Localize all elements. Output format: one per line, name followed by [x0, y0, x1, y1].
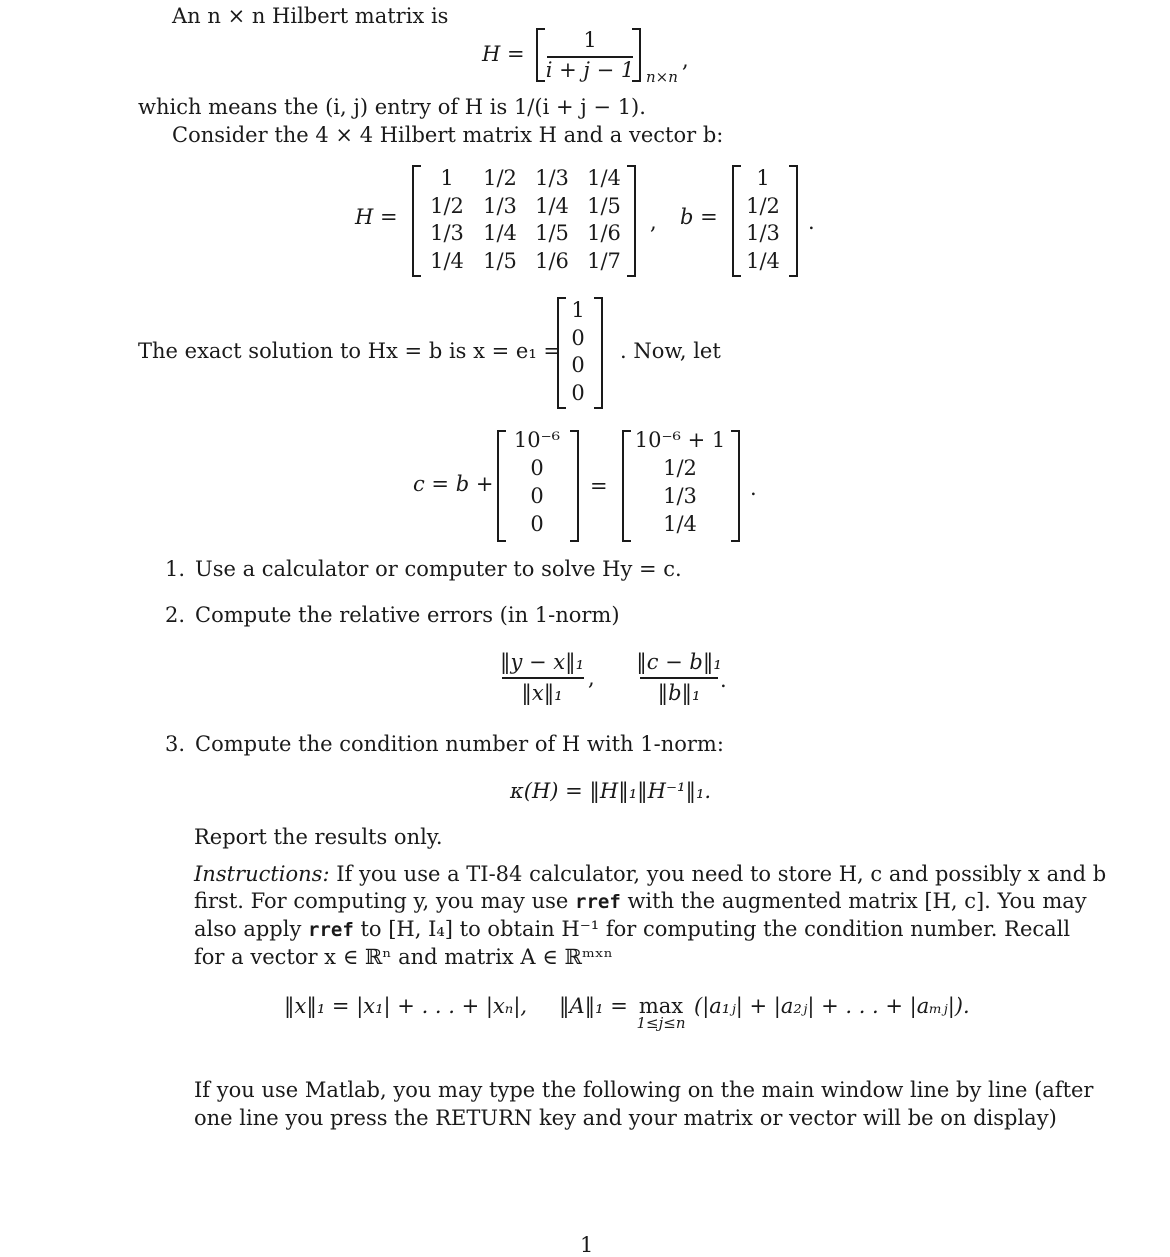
condition-number-formula: κ(H) = ‖H‖₁‖H⁻¹‖₁.: [510, 779, 712, 803]
hilbert-def-denominator: i + j − 1: [545, 58, 635, 82]
rref-code-2: rref: [308, 919, 354, 941]
instructions-line-1: [194, 864, 1106, 885]
hilbert-def-lhs: H =: [482, 42, 525, 66]
instructions-line-3b: to [H, I₄] to obtain H⁻¹ for computing the condition number. Recall: [360, 917, 1071, 941]
h-matrix-cell: 1/3: [535, 166, 569, 190]
error-frac-2-denominator: ‖b‖₁: [657, 681, 701, 705]
matlab-line-2: one line you press the RETURN key and your matrix or vector will be on display): [194, 1106, 1057, 1130]
matrix-norm-rhs: (|a₁ⱼ| + |a₂ⱼ| + . . . + |aₘⱼ|).: [694, 994, 970, 1018]
c-result-right-bracket: [731, 430, 740, 542]
exact-after-text: . Now, let: [620, 339, 721, 363]
h-matrix-cell: 1/6: [587, 221, 621, 245]
instructions-line-3: [194, 919, 1070, 940]
h-matrix-cell: 1/4: [535, 193, 569, 218]
h-matrix-right-bracket: [627, 165, 636, 277]
instructions-line-2: [194, 891, 1087, 912]
hilbert-def-right-bracket: [632, 28, 641, 82]
e1-vector-cell: 1: [571, 298, 585, 322]
instructions-line-3a: also apply: [194, 917, 302, 941]
h-matrix-cell: 1/4: [587, 166, 621, 190]
matrix-norm-max-subscript: 1≤j≤n: [636, 1014, 686, 1032]
task-1-text: Use a calculator or computer to solve Hy = c.: [195, 557, 682, 581]
report-line: Report the results only.: [194, 825, 443, 849]
h-matrix-cell: 1/5: [587, 193, 621, 218]
perturb-vector-cell: 0: [530, 456, 544, 480]
b-vector-period: .: [808, 210, 815, 234]
b-vector-cell: 1/4: [746, 248, 780, 273]
h-matrix-left-bracket: [412, 165, 421, 277]
h-matrix-cell: 1/3: [483, 193, 517, 218]
task-3-number: 3.: [165, 732, 186, 756]
intro-line-2: which means the (i, j) entry of H is 1/(i + j − 1).: [138, 95, 646, 119]
h-matrix-cell: 1/5: [535, 221, 569, 245]
perturb-vector-cell: 10⁻⁶: [513, 428, 561, 452]
b-vector-right-bracket: [789, 165, 798, 277]
h-matrix-label: H =: [355, 205, 398, 229]
c-def-lhs: c = b +: [413, 472, 494, 496]
task-3-text: Compute the condition number of H with 1-norm:: [195, 732, 724, 756]
instructions-line-2b: with the augmented matrix [H, c]. You may: [627, 889, 1087, 913]
task-2-number: 2.: [165, 603, 186, 627]
task-2-text: Compute the relative errors (in 1-norm): [195, 603, 620, 627]
h-matrix-cell: 1/3: [430, 221, 464, 245]
instructions-line-2a: first. For computing y, you may use: [194, 889, 569, 913]
matrix-norm-lhs: ‖A‖₁ =: [559, 994, 628, 1018]
h-matrix-cell: 1: [440, 166, 454, 190]
h-matrix-cell: 1/6: [535, 248, 569, 273]
error-frac-comma: ,: [588, 666, 595, 690]
page-number: 1: [580, 1233, 594, 1257]
instructions-line-1-text: If you use a TI-84 calculator, you need to store H, c and possibly x and b: [336, 862, 1107, 886]
c-result-vector-cell: 1/2: [663, 456, 697, 480]
h-matrix-cell: 1/4: [430, 248, 464, 273]
vector-norm-formula: ‖x‖₁ = |x₁| + . . . + |xₙ|,: [284, 994, 528, 1018]
perturb-right-bracket: [570, 430, 579, 542]
c-def-equals: =: [590, 474, 608, 498]
error-frac-period: .: [720, 668, 727, 692]
e1-vector-cell: 0: [571, 325, 585, 350]
matrix-norm-max: max: [638, 994, 684, 1018]
error-frac-1-denominator: ‖x‖₁: [521, 681, 563, 705]
exact-solution-text: The exact solution to Hx = b is x = e₁ =: [138, 339, 562, 363]
h-b-separator-comma: ,: [650, 210, 657, 234]
e1-vector-cell: 0: [571, 353, 585, 377]
hilbert-def-subscript: n×n: [646, 68, 678, 86]
instructions-line-4: for a vector x ∈ ℝⁿ and matrix A ∈ ℝᵐˣⁿ: [194, 945, 613, 969]
h-matrix-cell: 1/7: [587, 248, 621, 273]
error-frac-2-numerator: ‖c − b‖₁: [636, 650, 722, 674]
c-result-vector-cell: 10⁻⁶ + 1: [634, 428, 726, 452]
b-vector-label: b =: [680, 205, 718, 229]
hilbert-def-comma: ,: [682, 48, 689, 72]
perturb-vector-cell: 0: [530, 512, 544, 536]
intro-line-1: An n × n Hilbert matrix is: [172, 4, 449, 28]
c-result-vector-cell: 1/4: [663, 512, 697, 536]
error-frac-1-numerator: ‖y − x‖₁: [499, 650, 585, 674]
b-vector-cell: 1: [756, 166, 770, 190]
rref-code-1: rref: [575, 891, 621, 913]
h-matrix-cell: 1/2: [483, 166, 517, 190]
e1-vector-cell: 0: [571, 380, 585, 405]
error-frac-2-rule: [640, 677, 718, 679]
perturb-vector-cell: 0: [530, 484, 544, 508]
error-frac-1-rule: [502, 677, 584, 679]
hilbert-def-numerator: 1: [583, 28, 597, 52]
task-1-number: 1.: [165, 557, 186, 581]
instructions-label: Instructions:: [194, 862, 330, 886]
h-matrix-cell: 1/2: [430, 193, 464, 218]
b-vector-cell: 1/2: [746, 193, 780, 218]
b-vector-cell: 1/3: [746, 221, 780, 245]
c-def-period: .: [750, 476, 757, 500]
h-matrix-cell: 1/4: [483, 221, 517, 245]
intro-line-3: Consider the 4 × 4 Hilbert matrix H and a vector b:: [172, 123, 724, 147]
h-matrix-cell: 1/5: [483, 248, 517, 273]
matlab-line-1: If you use Matlab, you may type the following on the main window line by line (after: [194, 1078, 1094, 1102]
e1-right-bracket: [594, 297, 603, 409]
hilbert-def-left-bracket: [536, 28, 545, 82]
c-result-vector-cell: 1/3: [663, 484, 697, 508]
